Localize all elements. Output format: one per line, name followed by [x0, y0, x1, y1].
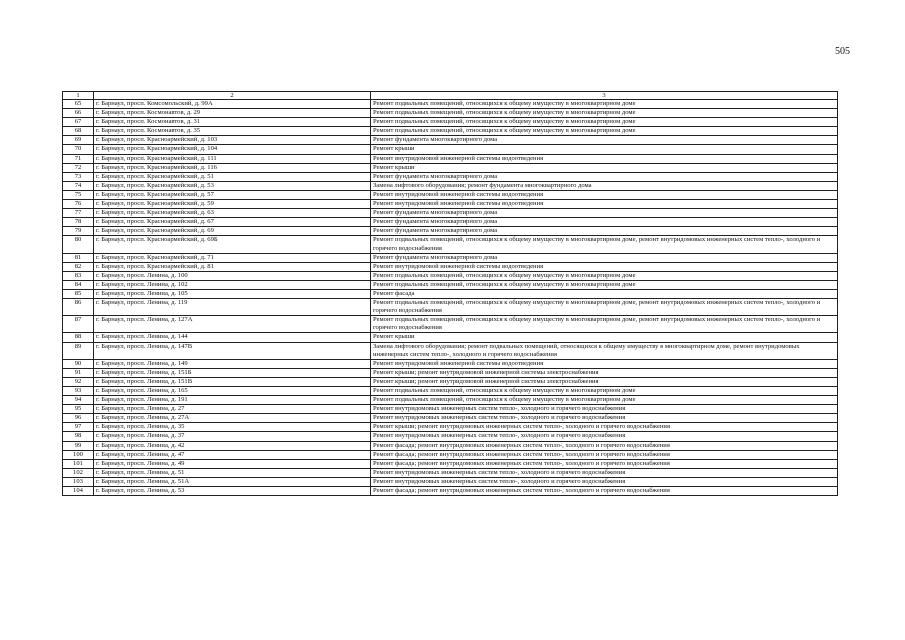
address-cell: г. Барнаул, просп. Ленина, д. 105	[94, 289, 371, 298]
row-number-cell: 104	[63, 487, 94, 496]
table-row	[63, 227, 838, 236]
table-row	[63, 423, 838, 432]
work-type-cell: Ремонт подвальных помещений, относящихся к общему имуществу в многоквартирном доме	[371, 127, 838, 136]
row-number-cell: 102	[63, 468, 94, 477]
address-cell: г. Барнаул, просп. Ленина, д. 51	[94, 468, 371, 477]
table-row	[63, 316, 838, 333]
work-type-cell: Ремонт внутридомовой инженерной системы водоотведения	[371, 154, 838, 163]
row-number-cell: 80	[63, 236, 94, 253]
work-type-cell: Ремонт фасада; ремонт внутридомовых инженерных систем тепло-, холодного и горячего водоснабжения	[371, 450, 838, 459]
work-type-cell: Ремонт подвальных помещений, относящихся к общему имуществу в многоквартирном доме	[371, 109, 838, 118]
address-cell: г. Барнаул, просп. Ленина, д. 53	[94, 487, 371, 496]
row-number-cell: 82	[63, 262, 94, 271]
row-number-cell: 98	[63, 432, 94, 441]
address-cell: г. Барнаул, просп. Ленина, д. 165	[94, 387, 371, 396]
address-cell: г. Барнаул, просп. Ленина, д. 127А	[94, 316, 371, 333]
address-cell: г. Барнаул, просп. Ленина, д. 144	[94, 333, 371, 342]
address-cell: г. Барнаул, просп. Красноармейский, д. 81	[94, 262, 371, 271]
address-cell: г. Барнаул, просп. Ленина, д. 35	[94, 423, 371, 432]
table-row	[63, 236, 838, 253]
row-number-cell: 92	[63, 377, 94, 386]
work-type-cell: Ремонт фундамента многоквартирного дома	[371, 136, 838, 145]
work-type-cell: Ремонт подвальных помещений, относящихся к общему имуществу в многоквартирном доме	[371, 118, 838, 127]
table-row	[63, 262, 838, 271]
work-type-cell: Ремонт внутридомовых инженерных систем тепло-, холодного и горячего водоснабжения	[371, 432, 838, 441]
row-number-cell: 75	[63, 190, 94, 199]
row-number-cell: 72	[63, 163, 94, 172]
work-type-cell: Ремонт крыши; ремонт внутридомовых инженерных систем тепло-, холодного и горячего водоснабжения	[371, 423, 838, 432]
address-cell: г. Барнаул, просп. Ленина, д. 37	[94, 432, 371, 441]
work-type-cell: Ремонт подвальных помещений, относящихся к общему имуществу в многоквартирном доме	[371, 280, 838, 289]
table-row	[63, 172, 838, 181]
page-number: 505	[835, 46, 850, 57]
work-type-cell: Замена лифтового оборудования; ремонт подвальных помещений, относящихся к общему имуществу в многоквартирном доме, ремонт внутридомовых инженерных систем тепло-, холодного и горячего водоснабжения	[371, 342, 838, 359]
table-row	[63, 209, 838, 218]
row-number-cell: 101	[63, 459, 94, 468]
work-type-cell: Ремонт подвальных помещений, относящихся к общему имуществу в многоквартирном доме, ремонт внутридомовых инженерных систем тепло-, холодного и горячего водоснабжения	[371, 299, 838, 316]
work-type-cell: Ремонт подвальных помещений, относящихся к общему имуществу в многоквартирном доме	[371, 396, 838, 405]
work-type-cell: Ремонт крыши	[371, 145, 838, 154]
address-cell: г. Барнаул, просп. Ленина, д. 147В	[94, 342, 371, 359]
table-row	[63, 450, 838, 459]
address-cell: г. Барнаул, просп. Ленина, д. 151Б	[94, 368, 371, 377]
row-number-cell: 71	[63, 154, 94, 163]
address-cell: г. Барнаул, просп. Ленина, д. 51А	[94, 477, 371, 486]
address-cell: г. Барнаул, просп. Красноармейский, д. 104	[94, 145, 371, 154]
table-row	[63, 405, 838, 414]
row-number-cell: 77	[63, 209, 94, 218]
row-number-cell: 95	[63, 405, 94, 414]
work-type-cell: Ремонт фундамента многоквартирного дома	[371, 218, 838, 227]
work-type-cell: Ремонт внутридомовой инженерной системы водоотведения	[371, 190, 838, 199]
table-row	[63, 387, 838, 396]
address-cell: г. Барнаул, просп. Ленина, д. 27	[94, 405, 371, 414]
work-type-cell: Ремонт подвальных помещений, относящихся к общему имуществу в многоквартирном доме, ремонт внутридомовых инженерных систем тепло-, холодного и горячего водоснабжения	[371, 236, 838, 253]
row-number-cell: 74	[63, 181, 94, 190]
row-number-cell: 76	[63, 200, 94, 209]
address-cell: г. Барнаул, просп. Ленина, д. 149	[94, 359, 371, 368]
row-number-cell: 78	[63, 218, 94, 227]
work-type-cell: Ремонт внутридомовой инженерной системы водоотведения	[371, 200, 838, 209]
work-type-cell: Ремонт крыши; ремонт внутридомовой инженерной системы электроснабжения	[371, 368, 838, 377]
work-type-cell: Ремонт фундамента многоквартирного дома	[371, 227, 838, 236]
table-row	[63, 181, 838, 190]
address-cell: г. Барнаул, просп. Ленина, д. 102	[94, 280, 371, 289]
header-cell-number: 1	[63, 92, 94, 100]
work-type-cell: Ремонт фундамента многоквартирного дома	[371, 253, 838, 262]
row-number-cell: 100	[63, 450, 94, 459]
work-type-cell: Ремонт внутридомовых инженерных систем тепло-, холодного и горячего водоснабжения	[371, 405, 838, 414]
row-number-cell: 103	[63, 477, 94, 486]
table-row	[63, 289, 838, 298]
row-number-cell: 86	[63, 299, 94, 316]
work-type-cell: Ремонт крыши	[371, 163, 838, 172]
address-cell: г. Барнаул, просп. Красноармейский, д. 57	[94, 190, 371, 199]
table-row	[63, 342, 838, 359]
header-cell-work: 3	[371, 92, 838, 100]
work-type-cell: Ремонт внутридомовых инженерных систем тепло-, холодного и горячего водоснабжения	[371, 414, 838, 423]
row-number-cell: 87	[63, 316, 94, 333]
table-row	[63, 190, 838, 199]
address-cell: г. Барнаул, просп. Ленина, д. 191	[94, 396, 371, 405]
address-cell: г. Барнаул, просп. Ленина, д. 151В	[94, 377, 371, 386]
address-cell: г. Барнаул, просп. Ленина, д. 100	[94, 271, 371, 280]
work-type-cell: Ремонт фундамента многоквартирного дома	[371, 209, 838, 218]
row-number-cell: 94	[63, 396, 94, 405]
table-row	[63, 127, 838, 136]
address-cell: г. Барнаул, просп. Ленина, д. 42	[94, 441, 371, 450]
work-type-cell: Ремонт подвальных помещений, относящихся к общему имуществу в многоквартирном доме, ремонт внутридомовых инженерных систем тепло-, холодного и горячего водоснабжения	[371, 316, 838, 333]
address-cell: г. Барнаул, просп. Красноармейский, д. 69Б	[94, 236, 371, 253]
table-row	[63, 359, 838, 368]
row-number-cell: 69	[63, 136, 94, 145]
row-number-cell: 65	[63, 100, 94, 109]
address-cell: г. Барнаул, просп. Красноармейский, д. 69	[94, 227, 371, 236]
address-cell: г. Барнаул, просп. Красноармейский, д. 116	[94, 163, 371, 172]
table-row	[63, 253, 838, 262]
work-type-cell: Ремонт внутридомовой инженерной системы водоотведения	[371, 359, 838, 368]
work-type-cell: Ремонт фасада; ремонт внутридомовых инженерных систем тепло-, холодного и горячего водоснабжения	[371, 441, 838, 450]
address-cell: г. Барнаул, просп. Космонавтов, д. 29	[94, 109, 371, 118]
table-row	[63, 441, 838, 450]
address-cell: г. Барнаул, просп. Ленина, д. 49	[94, 459, 371, 468]
table-row	[63, 163, 838, 172]
work-type-cell: Ремонт внутридомовых инженерных систем тепло-, холодного и горячего водоснабжения	[371, 468, 838, 477]
row-number-cell: 84	[63, 280, 94, 289]
address-cell: г. Барнаул, просп. Красноармейский, д. 63	[94, 209, 371, 218]
table-row	[63, 218, 838, 227]
table-row	[63, 468, 838, 477]
address-cell: г. Барнаул, просп. Ленина, д. 47	[94, 450, 371, 459]
address-cell: г. Барнаул, просп. Красноармейский, д. 67	[94, 218, 371, 227]
row-number-cell: 97	[63, 423, 94, 432]
row-number-cell: 96	[63, 414, 94, 423]
work-type-cell: Ремонт подвальных помещений, относящихся к общему имуществу в многоквартирном доме	[371, 271, 838, 280]
row-number-cell: 88	[63, 333, 94, 342]
work-type-cell: Ремонт подвальных помещений, относящихся к общему имуществу в многоквартирном доме	[371, 387, 838, 396]
table-row	[63, 280, 838, 289]
work-type-cell: Ремонт внутридомовой инженерной системы водоотведения	[371, 262, 838, 271]
work-type-cell: Ремонт фундамента многоквартирного дома	[371, 172, 838, 181]
work-type-cell: Ремонт крыши	[371, 333, 838, 342]
address-cell: г. Барнаул, просп. Красноармейский, д. 59	[94, 200, 371, 209]
work-type-cell: Замена лифтового оборудования; ремонт фундамента многоквартирного дома	[371, 181, 838, 190]
row-number-cell: 79	[63, 227, 94, 236]
table-row	[63, 333, 838, 342]
work-type-cell: Ремонт фасада; ремонт внутридомовых инженерных систем тепло-, холодного и горячего водоснабжения	[371, 487, 838, 496]
address-cell: г. Барнаул, просп. Красноармейский, д. 53	[94, 181, 371, 190]
table-row	[63, 396, 838, 405]
repair-table	[62, 91, 838, 496]
row-number-cell: 67	[63, 118, 94, 127]
table-row	[63, 154, 838, 163]
table-row	[63, 477, 838, 486]
row-number-cell: 73	[63, 172, 94, 181]
row-number-cell: 89	[63, 342, 94, 359]
table-row	[63, 368, 838, 377]
row-number-cell: 91	[63, 368, 94, 377]
row-number-cell: 70	[63, 145, 94, 154]
table-row	[63, 200, 838, 209]
table-header-row	[63, 92, 838, 100]
row-number-cell: 66	[63, 109, 94, 118]
address-cell: г. Барнаул, просп. Ленина, д. 27А	[94, 414, 371, 423]
table-row	[63, 118, 838, 127]
table-row	[63, 299, 838, 316]
work-type-cell: Ремонт подвальных помещений, относящихся к общему имуществу в многоквартирном доме	[371, 100, 838, 109]
table-row	[63, 271, 838, 280]
address-cell: г. Барнаул, просп. Комсомольский, д. 99А	[94, 100, 371, 109]
row-number-cell: 99	[63, 441, 94, 450]
row-number-cell: 85	[63, 289, 94, 298]
row-number-cell: 68	[63, 127, 94, 136]
table-row	[63, 109, 838, 118]
work-type-cell: Ремонт фасада	[371, 289, 838, 298]
address-cell: г. Барнаул, просп. Космонавтов, д. 31	[94, 118, 371, 127]
row-number-cell: 90	[63, 359, 94, 368]
address-cell: г. Барнаул, просп. Красноармейский, д. 103	[94, 136, 371, 145]
address-cell: г. Барнаул, просп. Красноармейский, д. 111	[94, 154, 371, 163]
table-row	[63, 487, 838, 496]
table-row	[63, 432, 838, 441]
row-number-cell: 93	[63, 387, 94, 396]
work-type-cell: Ремонт внутридомовых инженерных систем тепло-, холодного и горячего водоснабжения	[371, 477, 838, 486]
address-cell: г. Барнаул, просп. Ленина, д. 119	[94, 299, 371, 316]
address-cell: г. Барнаул, просп. Красноармейский, д. 71	[94, 253, 371, 262]
header-cell-address: 2	[94, 92, 371, 100]
address-cell: г. Барнаул, просп. Красноармейский, д. 51	[94, 172, 371, 181]
table-row	[63, 377, 838, 386]
work-type-cell: Ремонт фасада; ремонт внутридомовых инженерных систем тепло-, холодного и горячего водоснабжения	[371, 459, 838, 468]
table-row	[63, 459, 838, 468]
table-row	[63, 136, 838, 145]
row-number-cell: 81	[63, 253, 94, 262]
table-row	[63, 414, 838, 423]
table-row	[63, 145, 838, 154]
address-cell: г. Барнаул, просп. Космонавтов, д. 35	[94, 127, 371, 136]
table-row	[63, 100, 838, 109]
row-number-cell: 83	[63, 271, 94, 280]
work-type-cell: Ремонт крыши; ремонт внутридомовой инженерной системы электроснабжения	[371, 377, 838, 386]
